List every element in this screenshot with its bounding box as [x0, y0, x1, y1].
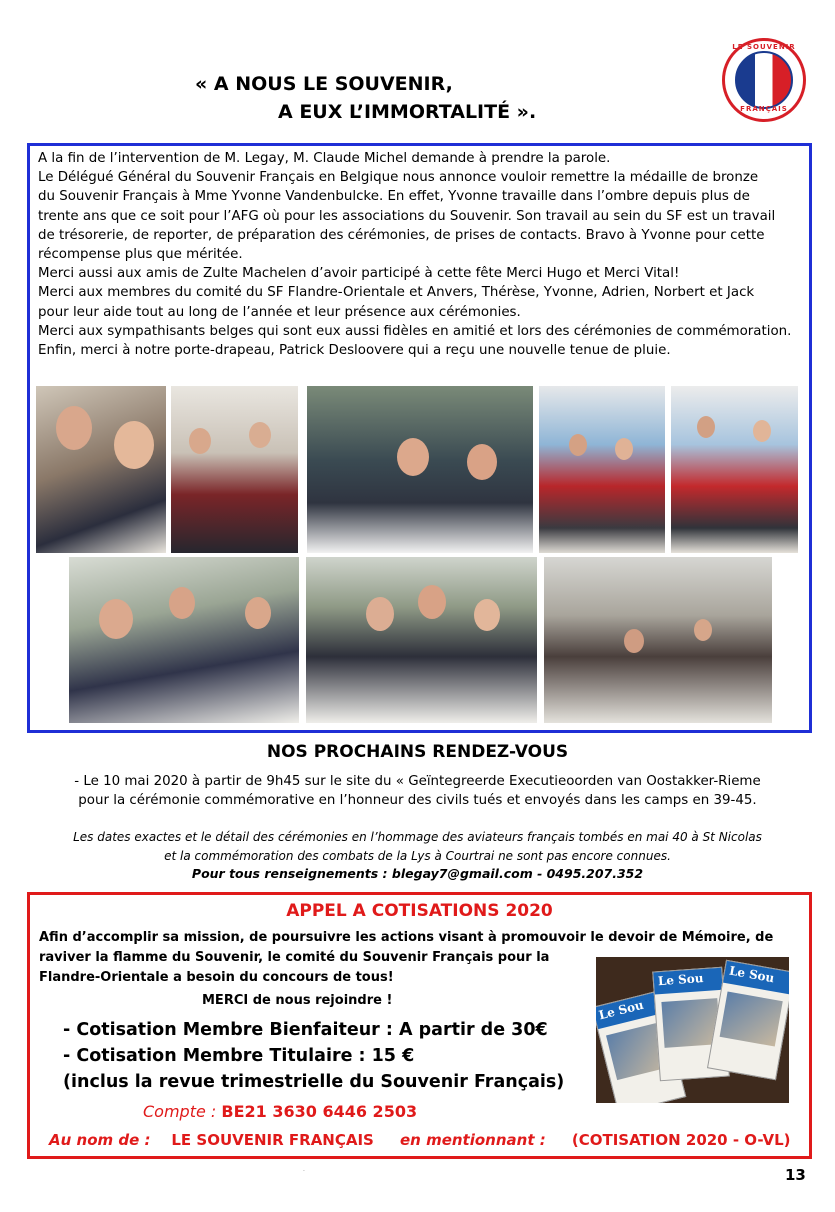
article-line: Merci aux membres du comité du SF Flandre-Orientale et Anvers, Thérèse, Yvonne, Adrien, Norbert et Jack [38, 285, 755, 301]
membership-fees [63, 1017, 564, 1095]
article-text [38, 149, 804, 360]
photo-table-conversation [306, 557, 537, 723]
appeal-title: APPEL A COTISATIONS 2020 [286, 901, 553, 921]
appeal-line: Flandre-Orientale a besoin du concours de tous! [39, 970, 394, 985]
photo-award-presentation-2 [671, 386, 798, 553]
title-line-1: « A NOUS LE SOUVENIR, [195, 73, 453, 95]
article-line: trente ans que ce soit pour l’AFG où pour les associations du Souvenir. Son travail au sein du SF est un travail [38, 208, 776, 224]
logo-flag-emblem [735, 51, 793, 109]
payment-reference [49, 1131, 790, 1149]
page-title [195, 70, 536, 126]
beneficiary-label: Au nom de : [49, 1131, 151, 1149]
bank-account [143, 1102, 417, 1121]
article-line: du Souvenir Français à Mme Yvonne Vandenbulcke. En effet, Yvonne travaille dans l’ombre depuis plus de [38, 189, 750, 205]
article-line: Enfin, merci à notre porte-drapeau, Patrick Desloovere qui a reçu une nouvelle tenue de pluie. [38, 343, 671, 359]
article-line: pour leur aide tout au long de l’année et leur présence aux cérémonies. [38, 304, 521, 320]
souvenir-francais-logo [722, 38, 806, 122]
title-line-2: A EUX L’IMMORTALITÉ ». [278, 101, 537, 123]
article-box [27, 143, 812, 733]
appeal-box [27, 892, 812, 1159]
event-line: pour la cérémonie commémorative en l’honneur des civils tués et envoyés dans les camps en 39-45. [78, 793, 757, 808]
article-line: Le Délégué Général du Souvenir Français en Belgique nous annonce vouloir remettre la médaille de bronze [38, 170, 759, 186]
logo-top-text: LE SOUVENIR [732, 43, 796, 51]
magazine-title: Le Sou [723, 961, 789, 994]
article-line: Merci aux sympathisants belges qui sont eux aussi fidèles en amitié et lors des cérémonies de commémoration. [38, 323, 792, 339]
photo-dinner-table [307, 386, 533, 553]
photo-medal-ceremony [171, 386, 298, 553]
bank-account-label: Compte : [143, 1102, 217, 1121]
appeal-line: Afin d’accomplir sa mission, de poursuivre les actions visant à promouvoir le devoir de Mémoire, de [39, 930, 774, 945]
article-line: de trésorerie, de reporter, de préparation des cérémonies, de prises de contacts. Bravo à Yvonne pour cette [38, 227, 765, 243]
article-line: Merci aussi aux amis de Zulte Machelen d’avoir participé à cette fête Merci Hugo et Merci Vital! [38, 266, 680, 282]
magazine-photo [596, 957, 789, 1103]
bank-account-number: BE21 3630 6446 2503 [221, 1102, 418, 1121]
contact-info: Pour tous renseignements : blegay7@gmail.com - 0495.207.352 [191, 866, 644, 881]
magazine-title: Le Sou [596, 991, 664, 1029]
stray-mark: · [303, 1168, 305, 1175]
magazine-title: Le Sou [653, 968, 722, 995]
photo-award-presentation-1 [539, 386, 665, 553]
photo-guests-table [36, 386, 166, 553]
note-line: et la commémoration des combats de la Lys à Courtrai ne sont pas encore connues. [164, 849, 671, 863]
fee-member: - Cotisation Membre Titulaire : 15 € [63, 1046, 415, 1066]
logo-bottom-text: FRANÇAIS [740, 105, 788, 113]
event-note [0, 828, 835, 866]
note-line: Les dates exactes et le détail des cérémonies en l’hommage des aviateurs français tombés en mai 40 à St Nicolas [73, 830, 762, 844]
appeal-merci: MERCI de nous rejoindre ! [202, 993, 393, 1008]
appeal-line: raviver la flamme du Souvenir, le comité du Souvenir Français pour la [39, 950, 550, 965]
page-number: 13 [785, 1166, 806, 1184]
article-line: A la fin de l’intervention de M. Legay, M. Claude Michel demande à prendre la parole. [38, 151, 611, 166]
photo-banquet-hall [544, 557, 772, 723]
beneficiary-name: LE SOUVENIR FRANÇAIS [171, 1131, 374, 1149]
fee-benefactor: - Cotisation Membre Bienfaiteur : A partir de 30€ [63, 1020, 548, 1040]
section-title: NOS PROCHAINS RENDEZ-VOUS [266, 742, 569, 762]
photo-guests-with-flags [69, 557, 299, 723]
article-line: récompense plus que méritée. [38, 247, 243, 263]
mention-label: en mentionnant : [400, 1131, 546, 1149]
fee-note: (inclus la revue trimestrielle du Souvenir Français) [63, 1072, 565, 1092]
event-line: - Le 10 mai 2020 à partir de 9h45 sur le site du « Geïntegreerde Executieoorden van Oostakker-Rieme [74, 774, 761, 789]
event-description [0, 772, 835, 810]
mention-value: (COTISATION 2020 - O-VL) [571, 1131, 791, 1149]
